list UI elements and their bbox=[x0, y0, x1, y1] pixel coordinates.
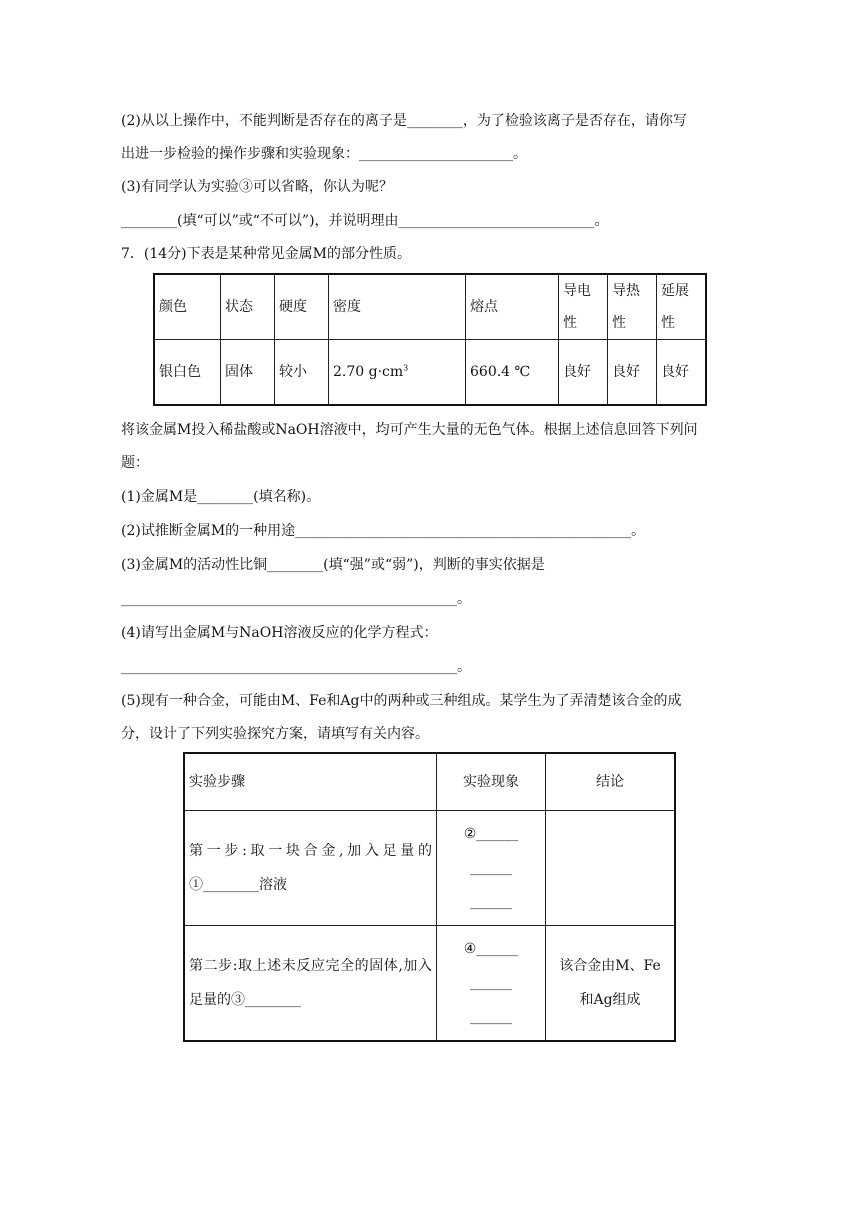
table-row bbox=[184, 926, 675, 1042]
ductility-cell: 良好 bbox=[657, 340, 707, 406]
line-q2-part2: 出进一步检验的操作步骤和实验现象：______________________。 bbox=[121, 146, 527, 162]
blank-line: ②______ bbox=[463, 826, 519, 842]
table-row bbox=[154, 340, 706, 406]
header-cell: 延展性 bbox=[657, 274, 707, 340]
step-1-phenomenon-cell bbox=[437, 811, 546, 926]
header-cell: 实验现象 bbox=[437, 753, 546, 811]
header-cell: 熔点 bbox=[466, 274, 559, 340]
sub-question-4-part1: (4)请写出金属M与NaOH溶液反应的化学方程式： bbox=[121, 625, 438, 641]
step-2-phenomenon-cell bbox=[437, 926, 546, 1042]
step-2-conclusion-cell: 该合金由M、Fe和Ag组成 bbox=[546, 926, 676, 1042]
blank-line: ______ bbox=[470, 894, 512, 910]
thermal-cell: 良好 bbox=[608, 340, 657, 406]
density-value: 2.70 g·cm bbox=[333, 364, 404, 380]
header-cell: 导电性 bbox=[559, 274, 608, 340]
hardness-cell: 较小 bbox=[275, 340, 329, 406]
sub-question-4-part2: ________________________________________________。 bbox=[121, 659, 471, 675]
paragraph-line-1: 将该金属M投入稀盐酸或NaOH溶液中，均可产生大量的无色气体。根据上述信息回答下列问 bbox=[121, 422, 698, 438]
properties-table bbox=[153, 273, 707, 406]
line-q2-part1: (2)从以上操作中，不能判断是否存在的离子是________，为了检验该离子是否存在，请你写 bbox=[121, 113, 687, 129]
line-q3-part1: (3)有同学认为实验③可以省略，你认为呢？ bbox=[121, 179, 393, 195]
blank-line: ______ bbox=[470, 860, 512, 876]
header-cell: 导热性 bbox=[608, 274, 657, 340]
blank-line: ______ bbox=[470, 1009, 512, 1025]
question-7-title: 7．(14分)下表是某种常见金属M的部分性质。 bbox=[121, 246, 411, 262]
sub-question-3-part1: (3)金属M的活动性比铜________(填“强”或“弱”)，判断的事实依据是 bbox=[121, 557, 545, 573]
sub-question-1: (1)金属M是________(填名称)。 bbox=[121, 489, 321, 505]
step-2-cell: 第二步:取上述未反应完全的固体,加入足量的③________ bbox=[184, 926, 437, 1042]
density-exponent: 3 bbox=[403, 363, 409, 373]
paragraph-line-2: 题： bbox=[121, 455, 149, 471]
header-cell: 密度 bbox=[329, 274, 466, 340]
sub-question-3-part2: ________________________________________________。 bbox=[121, 591, 471, 607]
sub-question-5-part1: (5)现有一种合金，可能由M、Fe和Ag中的两种或三种组成。某学生为了弄清楚该合金的成 bbox=[121, 693, 682, 709]
step-1-cell: 第一步:取一块合金,加入足量的①________溶液 bbox=[184, 811, 437, 926]
melting-point-cell: 660.4 ℃ bbox=[466, 340, 559, 406]
sub-question-2: (2)试推断金属M的一种用途________________________________________________。 bbox=[121, 523, 646, 539]
table-row bbox=[154, 274, 706, 340]
blank-line: ④______ bbox=[463, 941, 519, 957]
sub-question-5-part2: 分，设计了下列实验探究方案，请填写有关内容。 bbox=[121, 726, 429, 742]
blank-line: ______ bbox=[470, 975, 512, 991]
step-1-conclusion-cell bbox=[546, 811, 676, 926]
table-row bbox=[184, 811, 675, 926]
table-row bbox=[184, 753, 675, 811]
header-cell: 结论 bbox=[546, 753, 676, 811]
state-cell: 固体 bbox=[221, 340, 275, 406]
line-q3-part2: ________(填“可以”或“不可以”)，并说明理由____________________________。 bbox=[121, 213, 609, 229]
header-cell: 硬度 bbox=[275, 274, 329, 340]
color-cell: 银白色 bbox=[154, 340, 221, 406]
density-cell bbox=[329, 340, 466, 406]
conductivity-cell: 良好 bbox=[559, 340, 608, 406]
experiment-table bbox=[183, 752, 676, 1042]
header-cell: 实验步骤 bbox=[184, 753, 437, 811]
header-cell: 颜色 bbox=[154, 274, 221, 340]
header-cell: 状态 bbox=[221, 274, 275, 340]
